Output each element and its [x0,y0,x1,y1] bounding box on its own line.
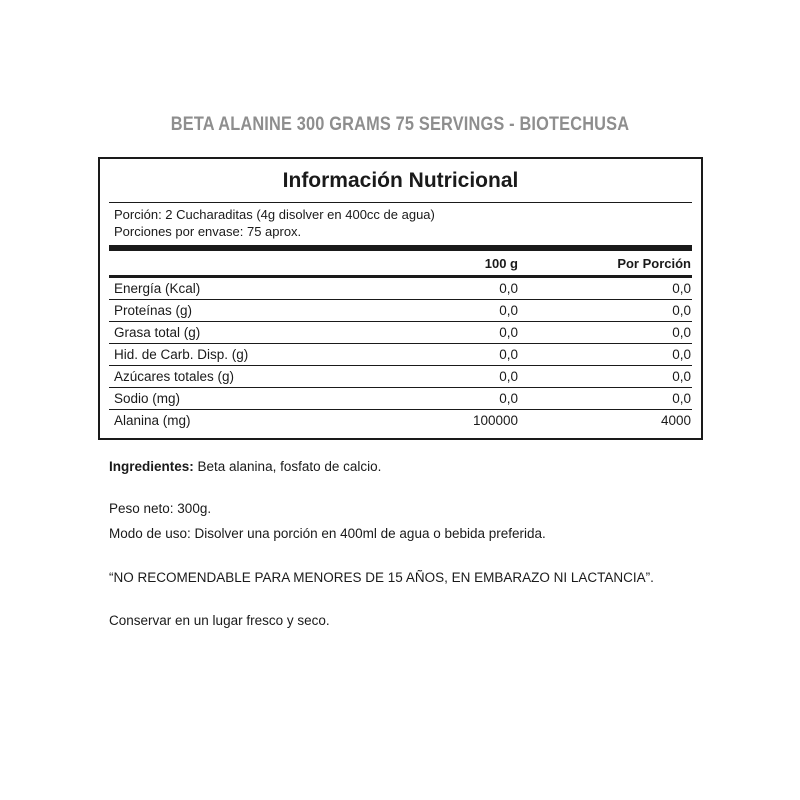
net-weight: Peso neto: 300g. [109,501,212,516]
table-row [109,344,692,366]
table-row [109,366,692,388]
nutrient-name: Proteínas (g) [114,303,193,318]
column-header-per-portion: Por Porción [617,256,691,271]
ingredients-text: Beta alanina, fosfato de calcio. [193,459,382,474]
value-per-portion: 0,0 [672,391,691,406]
ingredients [109,459,381,474]
nutrition-facts-table [98,157,703,440]
column-header-100g: 100 g [484,256,518,271]
table-row [109,388,692,410]
nutrient-name: Hid. de Carb. Disp. (g) [114,347,249,362]
nutrient-name: Sodio (mg) [114,391,181,406]
nutrient-name: Energía (Kcal) [114,281,201,296]
storage-instructions: Conservar en un lugar fresco y seco. [109,613,330,628]
serving-divider [109,245,692,251]
value-100g: 0,0 [499,369,518,384]
value-per-portion: 0,0 [672,369,691,384]
table-row [109,278,692,300]
value-100g: 0,0 [499,391,518,406]
value-100g: 0,0 [499,325,518,340]
value-per-portion: 0,0 [672,347,691,362]
serving-size: Porción: 2 Cucharaditas (4g disolver en 400cc de agua) [114,207,435,222]
table-row [109,300,692,322]
nutrient-name: Grasa total (g) [114,325,201,340]
ingredients-label: Ingredientes: [109,459,194,474]
servings-per-container: Porciones por envase: 75 aprox. [114,224,302,239]
value-per-portion: 0,0 [672,303,691,318]
table-row [109,410,692,432]
table-row [109,322,692,344]
heading-divider [109,202,692,203]
value-100g: 100000 [472,413,518,428]
nutrient-name: Alanina (mg) [114,413,191,428]
nutrient-name: Azúcares totales (g) [114,369,235,384]
product-title: BETA ALANINE 300 GRAMS 75 SERVINGS - BIOTECHUSA [170,114,630,135]
value-100g: 0,0 [499,347,518,362]
value-per-portion: 4000 [660,413,691,428]
value-per-portion: 0,0 [672,325,691,340]
nutrition-heading: Información Nutricional [282,169,519,192]
value-per-portion: 0,0 [672,281,691,296]
warning-text: “NO RECOMENDABLE PARA MENORES DE 15 AÑOS, EN EMBARAZO NI LACTANCIA”. [109,570,654,585]
value-100g: 0,0 [499,281,518,296]
value-100g: 0,0 [499,303,518,318]
usage-instructions: Modo de uso: Disolver una porción en 400ml de agua o bebida preferida. [109,526,546,541]
